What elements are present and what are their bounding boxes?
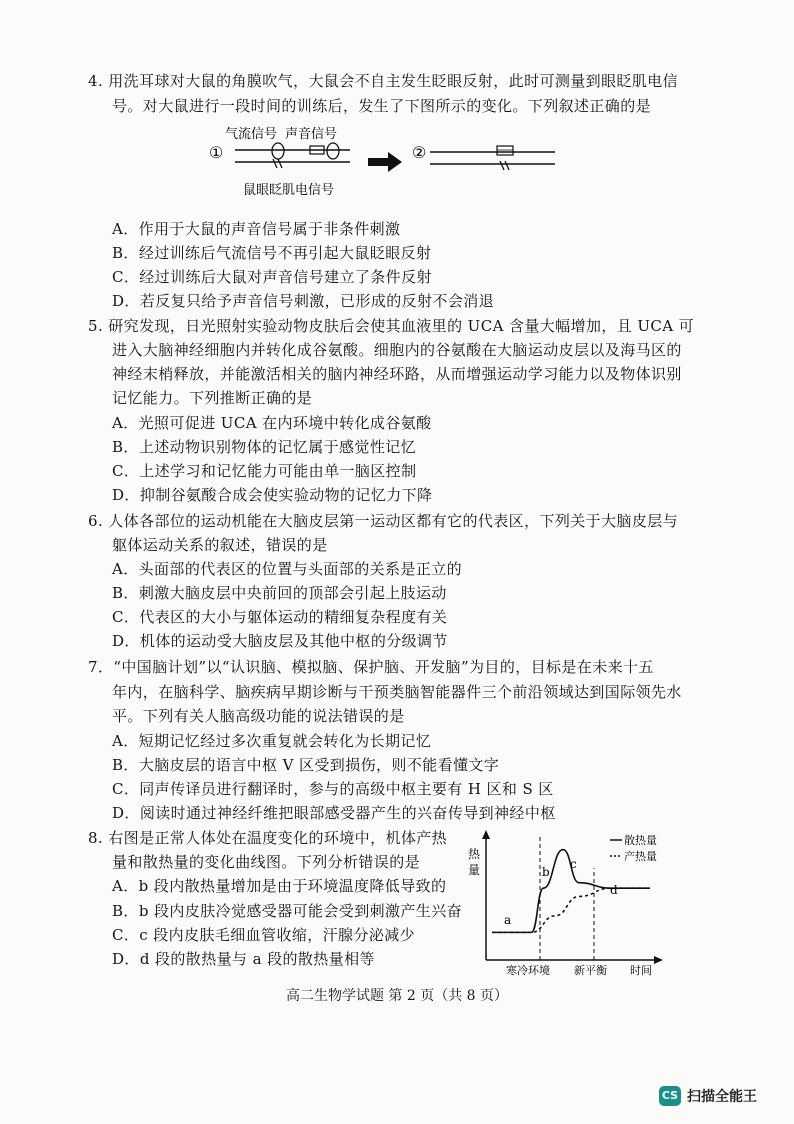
q8-option-b: B．b 段内皮肤冷觉感受器可能会受到刺激产生兴奋 bbox=[112, 902, 462, 920]
q7-stem-line2: 年内，在脑科学、脑疾病早期诊断与干预类脑智能器件三个前沿领域达到国际领先水 bbox=[112, 683, 682, 701]
air-signal-label: 气流信号 bbox=[225, 127, 278, 142]
y-axis-label-2: 量 bbox=[468, 863, 481, 877]
q8-option-a: A．b 段内散热量增加是由于环境温度降低导致的 bbox=[112, 877, 447, 895]
air-pulse-icon-2 bbox=[327, 143, 339, 159]
q5-stem-line4: 记忆能力。下列推断正确的是 bbox=[112, 389, 313, 407]
q7-stem-line1: 7．“中国脑计划”以“认识脑、模拟脑、保护脑、开发脑”为目的，目标是在未来十五 bbox=[88, 658, 654, 676]
watermark-text: 扫描全能王 bbox=[687, 1089, 757, 1105]
q5-stem-line3: 神经末梢释放，并能激活相关的脑内神经环路，从而增强运动学习能力以及物体识别 bbox=[112, 365, 682, 383]
x-axis-arrow-icon bbox=[654, 956, 663, 964]
sound-signal-label: 声音信号 bbox=[285, 127, 338, 142]
event-label-balance: 新平衡 bbox=[574, 964, 607, 977]
q6-option-a: A．头面部的代表区的位置与头面部的关系是正立的 bbox=[112, 560, 463, 578]
q4-stem-line1: 4. 用洗耳球对大鼠的角膜吹气，大鼠会不自主发生眨眼反射，此时可测量到眼眨肌电信 bbox=[88, 72, 679, 90]
q7-option-c: C．同声传译员进行翻译时，参与的高级中枢主要有 H 区和 S 区 bbox=[112, 780, 554, 798]
q7-option-a: A．短期记忆经过多次重复就会转化为长期记忆 bbox=[112, 732, 432, 750]
y-axis-label-1: 热 bbox=[468, 847, 481, 861]
diagram-mark-2: ② bbox=[412, 143, 427, 162]
transition-arrow-icon bbox=[368, 152, 402, 172]
scanner-watermark bbox=[659, 1086, 757, 1106]
q4-stem-line2: 号。对大鼠进行一段时间的训练后，发生了下图所示的变化。下列叙述正确的是 bbox=[112, 97, 652, 115]
event-label-cold: 寒冷环境 bbox=[506, 964, 550, 977]
q6-option-d: D．机体的运动受大脑皮层及其他中枢的分级调节 bbox=[112, 632, 448, 650]
segment-label-a: a bbox=[504, 913, 512, 927]
segment-label-c: c bbox=[570, 857, 577, 871]
series-line-production bbox=[492, 888, 650, 932]
q5-option-a: A．光照可促进 UCA 在内环境中转化成谷氨酸 bbox=[112, 414, 432, 432]
q4-option-a: A．作用于大鼠的声音信号属于非条件刺激 bbox=[112, 220, 401, 238]
camscanner-logo-icon: CS bbox=[659, 1086, 681, 1106]
emg-spike-icon-2 bbox=[500, 161, 509, 170]
air-pulse-icon bbox=[272, 143, 284, 159]
segment-label-d: d bbox=[610, 883, 618, 897]
q4-option-c: C．经过训练后大鼠对声音信号建立了条件反射 bbox=[112, 268, 432, 286]
q7-option-d: D．阅读时通过神经纤维把眼部感受器产生的兴奋传导到神经中枢 bbox=[112, 804, 556, 822]
q4-option-d: D．若反复只给予声音信号刺激，已形成的反射不会消退 bbox=[112, 292, 495, 310]
q4-option-b: B．经过训练后气流信号不再引起大鼠眨眼反射 bbox=[112, 244, 432, 262]
q8-option-d: D．d 段的散热量与 a 段的散热量相等 bbox=[112, 950, 375, 968]
q8-option-c: C．c 段内皮肤毛细血管收缩，汗腺分泌减少 bbox=[112, 926, 416, 944]
sound-pulse-icon-2 bbox=[497, 146, 513, 155]
heat-balance-chart bbox=[462, 828, 664, 978]
q5-stem-line2: 进入大脑神经细胞内并转化成谷氨酸。细胞内的谷氨酸在大脑运动皮层以及海马区的 bbox=[112, 341, 682, 359]
segment-label-b: b bbox=[542, 865, 550, 879]
x-axis-label: 时间 bbox=[630, 964, 652, 977]
q8-stem-line1: 8. 右图是正常人体处在温度变化的环境中，机体产热 bbox=[88, 829, 448, 847]
q7-stem-line3: 平。下列有关人脑高级功能的说法错误的是 bbox=[112, 707, 405, 725]
q4-diagram bbox=[205, 122, 565, 202]
q8-stem-line2: 量和散热量的变化曲线图。下列分析错误的是 bbox=[112, 853, 421, 871]
q6-option-c: C．代表区的大小与躯体运动的精细复杂程度有关 bbox=[112, 608, 448, 626]
q6-option-b: B．刺激大脑皮层中央前回的顶部会引起上肢运动 bbox=[112, 584, 447, 602]
emg-signal-label: 鼠眼眨肌电信号 bbox=[243, 183, 335, 198]
diagram-mark-1: ① bbox=[209, 143, 224, 162]
q6-stem-line1: 6. 人体各部位的运动机能在大脑皮层第一运动区都有它的代表区，下列关于大脑皮层与 bbox=[88, 512, 679, 530]
q5-option-b: B．上述动物识别物体的记忆属于感觉性记忆 bbox=[112, 438, 417, 456]
y-axis-arrow-icon bbox=[482, 830, 490, 839]
q5-option-c: C．上述学习和记忆能力可能由单一脑区控制 bbox=[112, 462, 417, 480]
legend-dissipation: 散热量 bbox=[624, 834, 657, 847]
q5-stem-line1: 5. 研究发现，日光照射实验动物皮肤后会使其血液里的 UCA 含量大幅增加，且 UCA 可 bbox=[88, 317, 695, 335]
page-footer: 高二生物学试题 第 2 页（共 8 页） bbox=[285, 988, 509, 1004]
q7-option-b: B．大脑皮层的语言中枢 V 区受到损伤，则不能看懂文字 bbox=[112, 756, 500, 774]
legend-production: 产热量 bbox=[624, 850, 657, 863]
q5-option-d: D．抑制谷氨酸合成会使实验动物的记忆力下降 bbox=[112, 486, 433, 504]
emg-spike-icon-1 bbox=[273, 159, 282, 168]
q6-stem-line2: 躯体运动关系的叙述，错误的是 bbox=[112, 536, 328, 554]
